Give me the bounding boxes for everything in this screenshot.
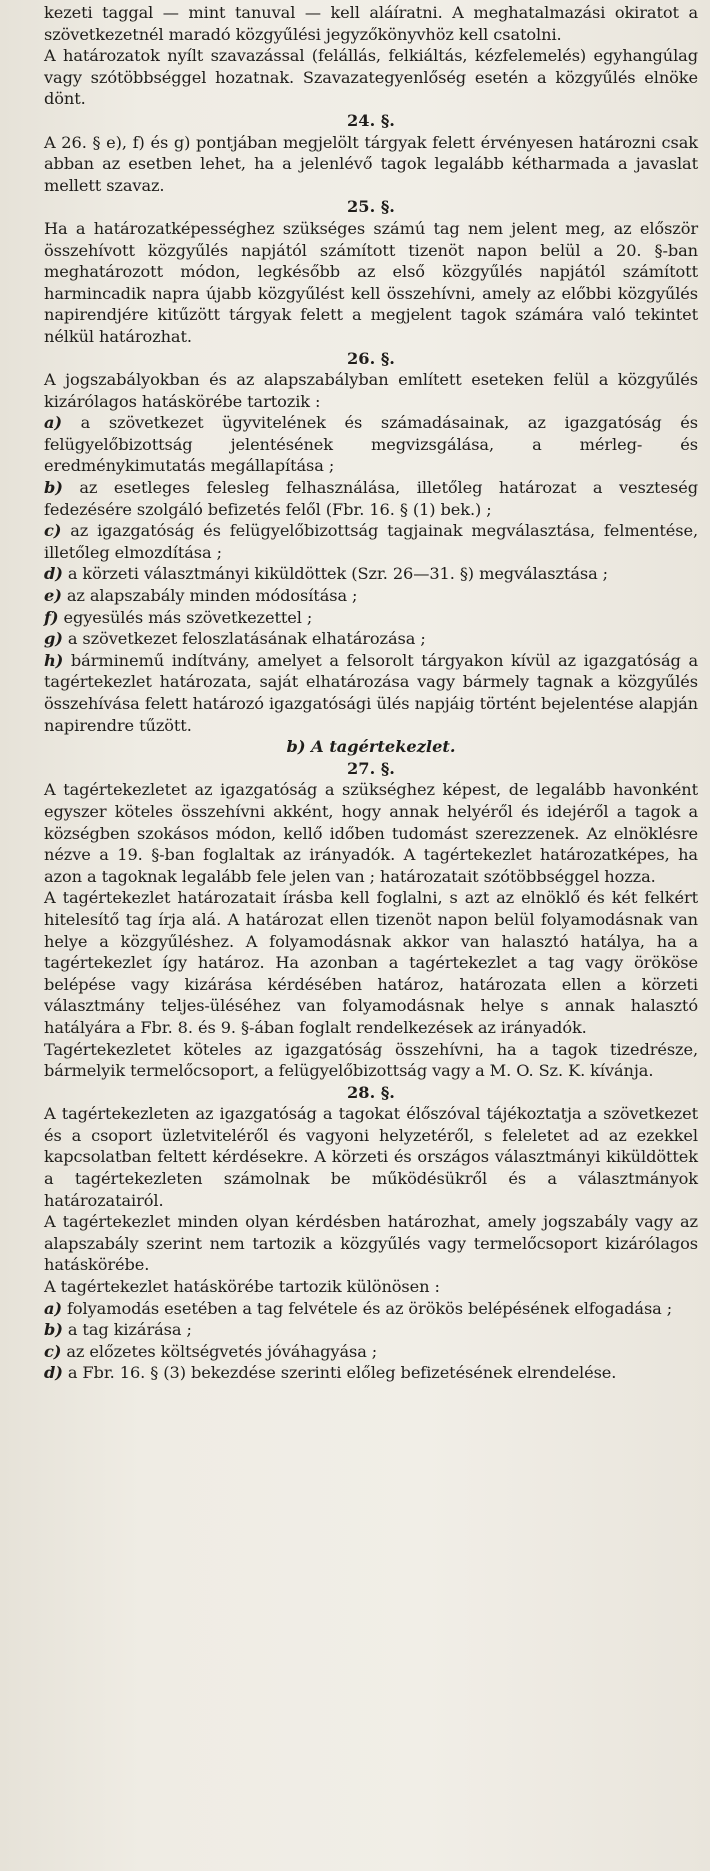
list-item-text: az esetleges felesleg felhasználása, illetőleg határozat a veszteség fedezésére szolgáló befizetés felől (Fbr. 16. § (1) bek.) ; bbox=[44, 478, 698, 519]
list-item-text: az alapszabály minden módosítása ; bbox=[66, 586, 358, 606]
list-item-26-f bbox=[44, 607, 698, 629]
list-item-text: bárminemű indítvány, amelyet a felsorolt tárgyakon kívül az igazgatóság a tagértekezlet határozata, saját elhatározása vagy bármely tagnak a közgyűlés összehívása felett határozó igazgatósági ülés napjáig történt bejelentése alapján napirendre tűzött. bbox=[44, 650, 698, 735]
list-item-28-c bbox=[44, 1341, 698, 1363]
list-marker: h) bbox=[44, 650, 64, 670]
section-heading-24: 24. §. bbox=[347, 110, 395, 130]
list-marker: c) bbox=[44, 1341, 62, 1361]
paragraph-24: A 26. § e), f) és g) pontjában megjelölt tárgyak felett érvényesen határozni csak abban az esetben lehet, ha a jelenlévő tagok legalább kétharmada a javaslat mellett szavaz. bbox=[44, 132, 698, 195]
paragraph-voting: A határozatok nyílt szavazással (felállás, felkiáltás, kézfelemelés) egyhangúlag vagy szótöbbséggel hozatnak. Szavazategyenlőség esetén a közgyűlés elnöke dönt. bbox=[44, 46, 698, 109]
paragraph-27-resolutions: A tagértekezlet határozatait írásba kell foglalni, s azt az elnöklő és két felkért hitelesítő tag írja alá. A határozat ellen tizenöt napon belül folyamodásnak van helye a közgyűléshez. A folyamodásnak akkor van halasztó hatálya, ha a tagértekezlet így határoz. Ha azonban a tagértekezlet a tag vagy örököse belépése vagy kizárása kérdésében határoz, határozata ellen a körzeti választmány teljes-üléséhez van folyamodásnak helye s annak halasztó hatályára a Fbr. 8. és 9. §-ában foglalt rendelkezések az irányadók. bbox=[44, 888, 698, 1037]
list-marker: c) bbox=[44, 521, 62, 541]
paragraph-proxy-signature: kezeti taggal — mint tanuval — kell aláíratni. A meghatalmazási okiratot a szövetkezetnél maradó közgyűlési jegyzőkönyvhöz kell csatolni. bbox=[44, 3, 698, 44]
list-marker: e) bbox=[44, 586, 62, 606]
paragraph-25: Ha a határozatképességhez szükséges számú tag nem jelent meg, az először összehívott közgyűlés napjától számított tizenöt napon belül a 20. §-ban meghatározott módon, legkésőbb az első közgyűlés napjától számított harmincadik napra újabb közgyűlést kell összehívni, amely az előbbi közgyűlés napirendjére kitűzött tárgyak felett a megjelent tagok számára való tekintet nélkül határozhat. bbox=[44, 218, 698, 346]
section-heading-25: 25. §. bbox=[347, 197, 395, 217]
list-item-text: a szövetkezet ügyvitelének és számadásainak, az igazgatóság és felügyelőbizottság jelentésének megvizsgálása, a mérleg- és eredménykimutatás megállapítása ; bbox=[44, 413, 698, 476]
list-item-26-b bbox=[44, 477, 698, 520]
list-item-26-c bbox=[44, 520, 698, 563]
list-marker: g) bbox=[44, 629, 63, 649]
list-item-text: az előzetes költségvetés jóváhagyása ; bbox=[66, 1341, 378, 1361]
paragraph-26-intro: A jogszabályokban és az alapszabályban említett eseteken felül a közgyűlés kizárólagos hatáskörébe tartozik : bbox=[44, 370, 698, 411]
list-marker: d) bbox=[44, 1363, 63, 1383]
list-item-text: a Fbr. 16. § (3) bekezdése szerinti előleg befizetésének elrendelése. bbox=[67, 1363, 617, 1383]
list-item-26-a bbox=[44, 412, 698, 477]
list-item-26-h bbox=[44, 650, 698, 736]
list-marker: a) bbox=[44, 1298, 62, 1318]
list-item-text: folyamodás esetében a tag felvétele és az örökös belépésének elfogadása ; bbox=[67, 1298, 673, 1318]
list-item-text: a szövetkezet feloszlatásának elhatározása ; bbox=[67, 629, 426, 649]
paragraph-28-list-intro: A tagértekezlet hatáskörébe tartozik különösen : bbox=[44, 1277, 440, 1297]
list-item-28-d bbox=[44, 1362, 698, 1384]
paragraph-28-competence: A tagértekezlet minden olyan kérdésben határozhat, amely jogszabály vagy az alapszabály szerint nem tartozik a közgyűlés vagy termelőcsoport kizárólagos hatáskörébe. bbox=[44, 1212, 698, 1275]
list-item-28-b bbox=[44, 1319, 698, 1341]
list-item-28-a bbox=[44, 1298, 698, 1320]
paragraph-28-information: A tagértekezleten az igazgatóság a tagokat élőszóval tájékoztatja a szövetkezet és a csoport üzletviteléről és vagyoni helyzetéről, s feleletet ad az ezekkel kapcsolatban feltett kérdésekre. A körzeti és országos választmányi kiküldöttek a tagértekezleten számolnak be működésükről és a választmányok határozatairól. bbox=[44, 1104, 698, 1210]
list-marker: b) bbox=[44, 1320, 63, 1340]
list-item-text: a tag kizárása ; bbox=[67, 1320, 192, 1340]
paragraph-27-convening: A tagértekezletet az igazgatóság a szükséghez képest, de legalább havonként egyszer köteles összehívni akként, hogy annak helyéről és idejéről a tagok a községben szokásos módon, kellő időben tudomást szerezzenek. Az elnöklésre nézve a 19. §-ban foglaltak az irányadók. A tagértekezlet határozatképes, ha azon a tagoknak legalább fele jelen van ; határozatait szótöbbséggel hozza. bbox=[44, 780, 698, 886]
list-item-26-d bbox=[44, 563, 698, 585]
section-heading-26: 26. §. bbox=[347, 348, 395, 368]
list-marker: f) bbox=[44, 607, 59, 627]
list-marker: a) bbox=[44, 413, 62, 433]
list-marker: b) bbox=[44, 478, 63, 498]
section-heading-27: 27. §. bbox=[347, 758, 395, 778]
paragraph-27-obligation: Tagértekezletet köteles az igazgatóság összehívni, ha a tagok tizedrésze, bármelyik termelőcsoport, a felügyelőbizottság vagy a M. O. Sz. K. kívánja. bbox=[44, 1039, 698, 1081]
list-item-26-e bbox=[44, 585, 698, 607]
section-heading-28: 28. §. bbox=[347, 1082, 395, 1102]
list-item-text: az igazgatóság és felügyelőbizottság tagjainak megválasztása, felmentése, illetőleg elmozdítása ; bbox=[44, 521, 698, 562]
subsection-title-tagertekezlet: b) A tagértekezlet. bbox=[286, 737, 456, 757]
list-marker: d) bbox=[44, 564, 63, 584]
list-item-text: a körzeti választmányi kiküldöttek (Szr. 26—31. §) megválasztása ; bbox=[67, 564, 609, 584]
list-item-text: egyesülés más szövetkezettel ; bbox=[63, 607, 313, 627]
list-item-26-g bbox=[44, 628, 698, 650]
